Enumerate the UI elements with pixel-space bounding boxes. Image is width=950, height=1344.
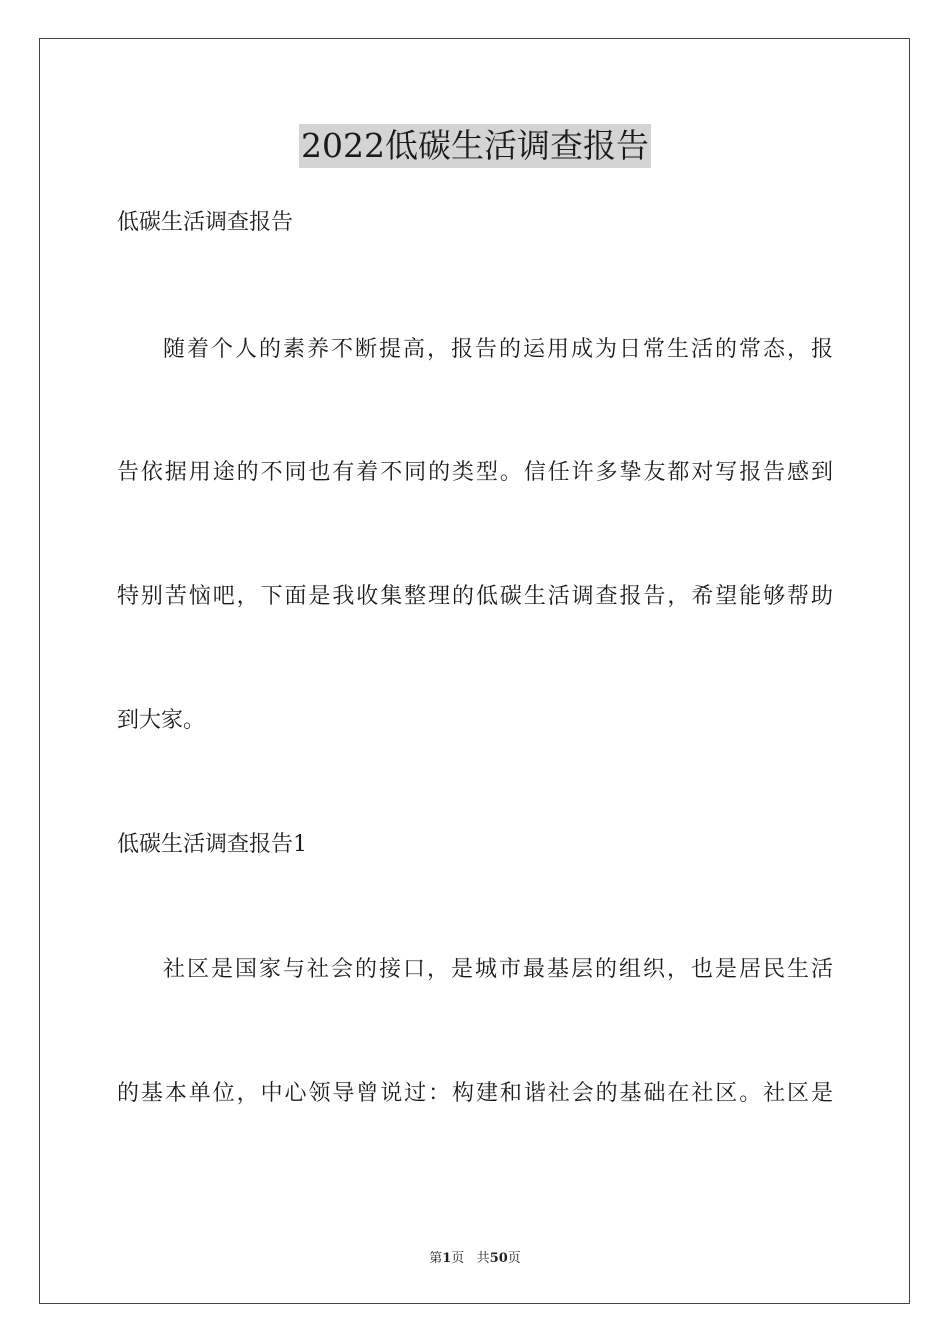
current-page-number: 1: [442, 1251, 452, 1266]
title-container: [0, 124, 950, 168]
intro-line-3: 特别苦恼吧，下面是我收集整理的低碳生活调查报告，希望能够帮助: [117, 584, 833, 609]
page-prefix: 第: [429, 1251, 443, 1266]
section-line-1: 社区是国家与社会的接口，是城市最基层的组织，也是居民生活: [163, 957, 833, 982]
section-line-2: 的基本单位，中心领导曾说过：构建和谐社会的基础在社区。社区是: [117, 1081, 833, 1106]
section-heading: 低碳生活调查报告1: [117, 832, 307, 857]
total-suffix: 页: [507, 1251, 521, 1266]
page-suffix: 页: [451, 1251, 465, 1266]
total-prefix: 共: [476, 1251, 490, 1266]
document-subtitle: 低碳生活调查报告: [117, 210, 294, 235]
intro-line-1: 随着个人的素养不断提高，报告的运用成为日常生活的常态，报: [163, 337, 833, 362]
document-title: 2022低碳生活调查报告: [299, 124, 651, 168]
intro-line-2: 告依据用途的不同也有着不同的类型。信任许多挚友都对写报告感到: [117, 460, 833, 485]
total-pages-number: 50: [489, 1251, 508, 1266]
intro-line-4: 到大家。: [117, 708, 206, 733]
page-footer: [0, 1247, 950, 1266]
